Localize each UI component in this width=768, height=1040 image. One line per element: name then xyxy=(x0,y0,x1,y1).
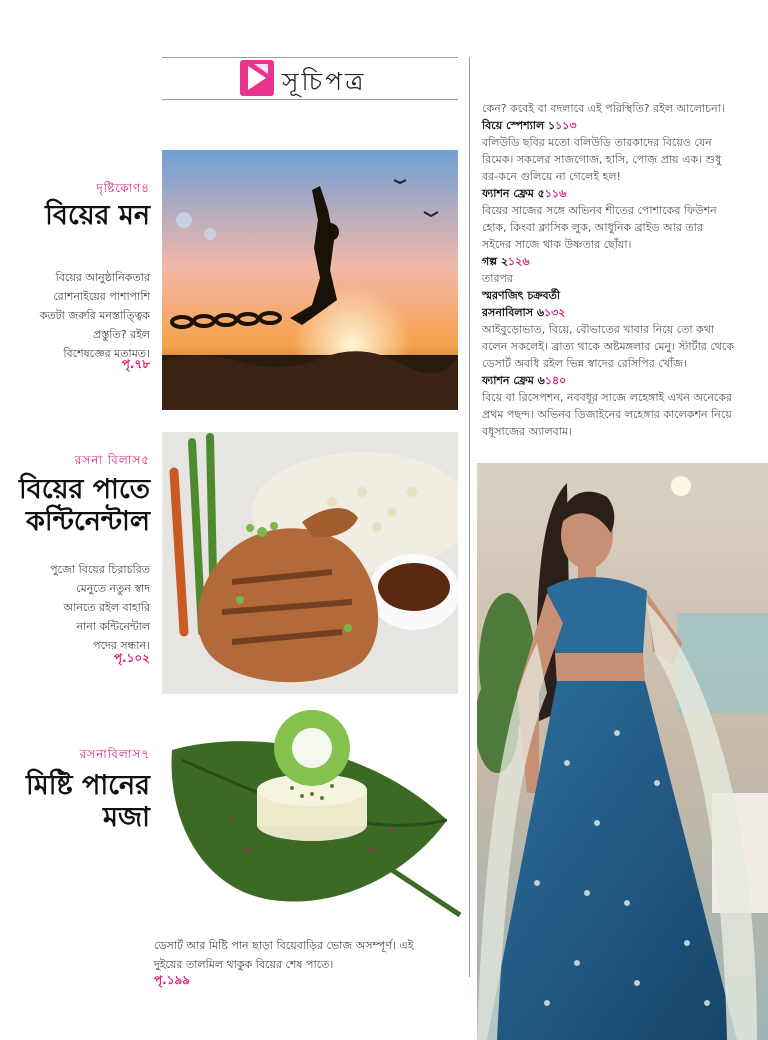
toc-entry[interactable]: বিয়ে স্পেশ্যাল ১১১৩ বলিউডি ছবির মতো বলিউডি তারকাদের বিয়েও যেন রিমেক। সকলের সাজগোজ, হাসি, পোজ় প্রায় এক। শুধু বর-কনে গুলিয়ে না গেলেই হল! xyxy=(482,119,722,183)
toc-entry-page: ১৩২ xyxy=(543,306,566,319)
paan-dessert-photo xyxy=(162,700,462,930)
toc-entry-author: স্মরণজিৎ চক্রবর্তী xyxy=(482,289,561,302)
toc-entry-title: ফ্যাশন ফ্রেম ৫ xyxy=(482,187,545,200)
feature-page-number[interactable]: পৃ.১০২ xyxy=(113,651,150,665)
feature-kicker: দৃষ্টিকোণ৪ xyxy=(96,181,150,195)
feature-page-number[interactable]: পৃ.১৯৯ xyxy=(154,973,191,987)
column-divider xyxy=(469,57,470,977)
toc-entry-title: বিয়ে স্পেশ্যাল ১ xyxy=(482,119,556,132)
feature-caption: ডেসার্ট আর মিষ্টি পান ছাড়া বিয়েবাড়ির ভোজ অসম্পূর্ণ। এই দুইয়ের তালমিল থাকুক বিয়ের শেষ পাতে। xyxy=(154,939,414,971)
feature-kicker: রসনাবিলাস৭ xyxy=(79,747,150,761)
toc-entry[interactable]: গল্প ২১২৬ তারপর xyxy=(482,255,530,285)
feature-headline: বিয়ের পাতে কন্টিনেন্টাল xyxy=(18,474,150,537)
feature-page-number[interactable]: পৃ.৭৮ xyxy=(121,357,150,371)
page-title: সূচিপত্র xyxy=(282,67,367,96)
feature-headline: মিষ্টি পানের মজা xyxy=(25,770,150,833)
toc-intro: কেন? কবেই বা বদলাবে এই পরিস্থিতি? রইল আলোচনা। xyxy=(482,102,725,115)
bride-lehenga-photo xyxy=(477,463,768,1040)
header-top-rule xyxy=(162,57,458,58)
toc-entry xyxy=(482,287,754,304)
toc-entry[interactable]: ফ্যাশন ফ্রেম ৬১৪০ বিয়ে বা রিসেপশন, নববধূর সাজে লহেঙ্গাই এখন অনেকের প্রথম পছন্দ। অভিনব ডিজাইনের লহেঙ্গার কালেকশন নিয়ে বধূসাজের অ্যালবাম। xyxy=(482,374,733,438)
toc-entry-page: ১২৬ xyxy=(508,255,530,268)
toc-entry-page: ১৪০ xyxy=(544,374,567,387)
magazine-logo-icon xyxy=(240,60,274,96)
toc-entry-page: ১১৬ xyxy=(544,187,567,200)
toc-entry-title: গল্প ২ xyxy=(482,255,509,268)
toc-entry-title: ফ্যাশন ফ্রেম ৬ xyxy=(482,374,545,387)
silhouette-jump-sunset-photo xyxy=(162,150,458,410)
toc-entry[interactable]: রসনাবিলাস ৬১৩২ আইবুড়োভাত, বিয়ে, বৌভাতের খাবার নিয়ে তো কথা বলেন সকলেই। ব্রাত্য থাকে অষ্টমঙ্গলার মেনু। স্টার্টার থেকে ডেসার্ট অবধি রইল ভিন্ন স্বাদের রেসিপির খোঁজ। xyxy=(482,306,735,370)
toc-list xyxy=(482,100,754,440)
feature-kicker: রসনা বিলাস৫ xyxy=(74,453,150,467)
toc-entry[interactable]: ফ্যাশন ফ্রেম ৫১১৬ বিয়ের সাজের সঙ্গে অভিনব শীতের পোশাকের ফিউশন হোক, কিংবা ক্লাসিক লুক, আধুনিক ব্রাইড আর তার সইদের সাজে থাক উষ্ণতার ছোঁয়া। xyxy=(482,187,717,251)
grilled-chicken-plate-photo xyxy=(162,432,458,694)
feature-blurb: পুজো বিয়ের চিরাচরিত মেনুতে নতুন স্বাদ আনতে রইল বাহারি নানা কন্টিনেন্টাল পদের সন্ধান। xyxy=(50,563,150,652)
feature-headline: বিয়ের মন xyxy=(45,200,150,231)
toc-entry-title: রসনাবিলাস ৬ xyxy=(482,306,544,319)
toc-entry-page: ১১৩ xyxy=(555,119,577,132)
feature-blurb: বিয়ের আনুষ্ঠানিকতার রোশনাইয়ের পাশাপাশি কতটা জরুরি মনস্তাত্ত্বিক প্রস্তুতি? রইল বিশেষজ্ঞের মতামত। xyxy=(39,271,150,360)
